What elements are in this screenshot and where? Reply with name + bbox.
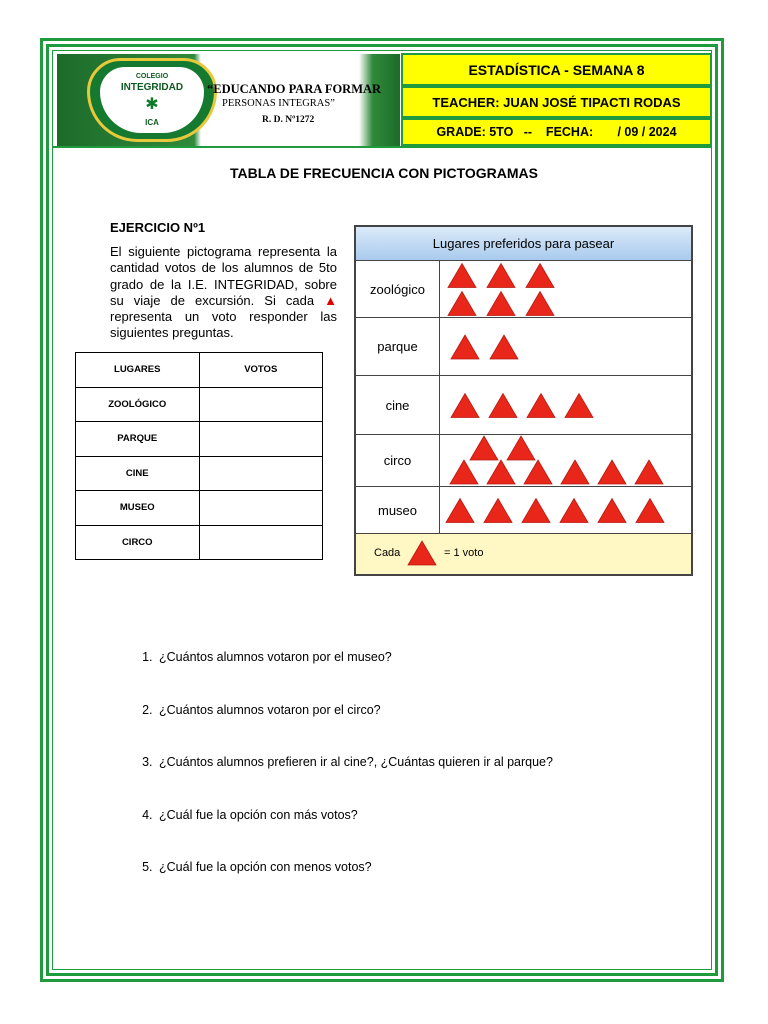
votes-answer-cell[interactable] — [199, 525, 323, 560]
pictogram-row-label: zoológico — [356, 261, 440, 317]
question-item: 4. ¿Cuál fue la opción con más votos? — [156, 808, 553, 861]
place-cell: ZOOLÓGICO — [76, 387, 200, 422]
grade-date-header — [401, 118, 712, 146]
column-header-places: LUGARES — [76, 353, 200, 388]
question-item: 3. ¿Cuántos alumnos prefieren ir al cine?, ¿Cuántas quieren ir al parque? — [156, 755, 553, 808]
grade-date-text: GRADE: 5TO -- FECHA: / 09 / 2024 — [436, 125, 677, 139]
instructions-part-1: El siguiente pictograma representa la cantidad votos de los alumnos de 5to grado de la I.E. INTEGRIDAD, sobre su viaje de excursión. Si cada — [110, 244, 337, 308]
questions-list — [110, 650, 553, 913]
table-row — [76, 525, 323, 560]
pictogram-row-label: circo — [356, 435, 440, 486]
question-item: 1. ¿Cuántos alumnos votaron por el museo? — [156, 650, 553, 703]
instructions-part-2: representa un voto responder las siguientes preguntas. — [110, 309, 337, 341]
exercise-instructions — [110, 244, 337, 342]
header-divider — [52, 146, 712, 148]
school-logo-banner — [57, 54, 400, 146]
column-header-votes: VOTOS — [199, 353, 323, 388]
motto-line-1: “EDUCANDO PARA FORMAR — [207, 82, 382, 96]
place-cell: CINE — [76, 456, 200, 491]
place-cell: MUSEO — [76, 491, 200, 526]
votes-answer-cell[interactable] — [199, 491, 323, 526]
legend-value: = 1 voto — [444, 547, 484, 559]
school-shield-icon — [87, 58, 217, 142]
question-item: 5. ¿Cuál fue la opción con menos votos? — [156, 860, 553, 913]
pictogram-row — [356, 487, 691, 534]
table-row — [76, 422, 323, 457]
pictogram-row-label: museo — [356, 487, 440, 533]
pictogram-title: Lugares preferidos para pasear — [356, 227, 691, 261]
pictogram-row — [356, 435, 691, 487]
votes-answer-cell[interactable] — [199, 422, 323, 457]
table-row — [76, 491, 323, 526]
triangle-icon: ▲ — [324, 292, 337, 308]
shield-city: ICA — [145, 118, 159, 127]
pictogram-row — [356, 376, 691, 435]
pictogram-row — [356, 261, 691, 318]
subject-header: ESTADÍSTICA - SEMANA 8 — [401, 53, 712, 86]
shield-small-text: COLEGIO — [135, 73, 169, 80]
resolution-number: R. D. Nº1272 — [262, 115, 315, 125]
votes-table — [75, 352, 323, 560]
pictogram-legend — [356, 534, 691, 574]
place-cell: CIRCO — [76, 525, 200, 560]
page-title: TABLA DE FRECUENCIA CON PICTOGRAMAS — [230, 165, 538, 181]
teacher-header: TEACHER: JUAN JOSÉ TIPACTI RODAS — [401, 86, 712, 118]
pictogram-row-label: parque — [356, 318, 440, 375]
table-header-row — [76, 353, 323, 388]
question-item: 2. ¿Cuántos alumnos votaron por el circo? — [156, 703, 553, 756]
pictogram-row — [356, 318, 691, 376]
place-cell: PARQUE — [76, 422, 200, 457]
pictogram — [354, 225, 693, 576]
shield-school-name: INTEGRIDAD — [120, 82, 184, 93]
person-icon: ✱ — [145, 96, 159, 113]
legend-label: Cada — [374, 547, 401, 559]
motto-line-2: PERSONAS INTEGRAS” — [222, 98, 335, 109]
table-row — [76, 387, 323, 422]
pictogram-row-label: cine — [356, 376, 440, 434]
votes-answer-cell[interactable] — [199, 387, 323, 422]
votes-answer-cell[interactable] — [199, 456, 323, 491]
exercise-title: EJERCICIO Nº1 — [110, 220, 206, 235]
table-row — [76, 456, 323, 491]
